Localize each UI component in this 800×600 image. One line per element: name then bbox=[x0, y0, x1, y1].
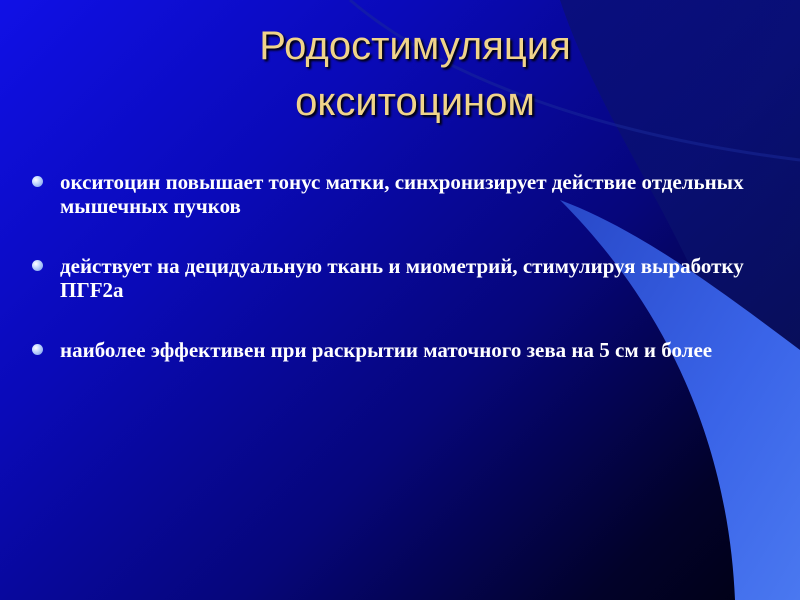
bullet-text: окситоцин повышает тонус матки, синхронизирует действие отдельных мышечных пучков bbox=[60, 170, 744, 218]
bullet-item bbox=[28, 338, 768, 362]
bullet-item bbox=[28, 170, 768, 218]
bullet-item bbox=[28, 254, 768, 302]
slide-title-line-2: окситоцином bbox=[295, 80, 535, 124]
bullet-dot-icon bbox=[32, 260, 43, 271]
slide-title-line-1: Родостимуляция bbox=[259, 24, 571, 68]
bullet-text: действует на децидуальную ткань и миометрий, стимулируя выработку ПГF2a bbox=[60, 254, 744, 302]
bullet-list bbox=[28, 170, 768, 398]
bullet-dot-icon bbox=[32, 176, 43, 187]
bullet-text: наиболее эффективен при раскрытии маточного зева на 5 см и более bbox=[60, 338, 713, 362]
slide-title bbox=[150, 18, 680, 130]
bullet-dot-icon bbox=[32, 344, 43, 355]
